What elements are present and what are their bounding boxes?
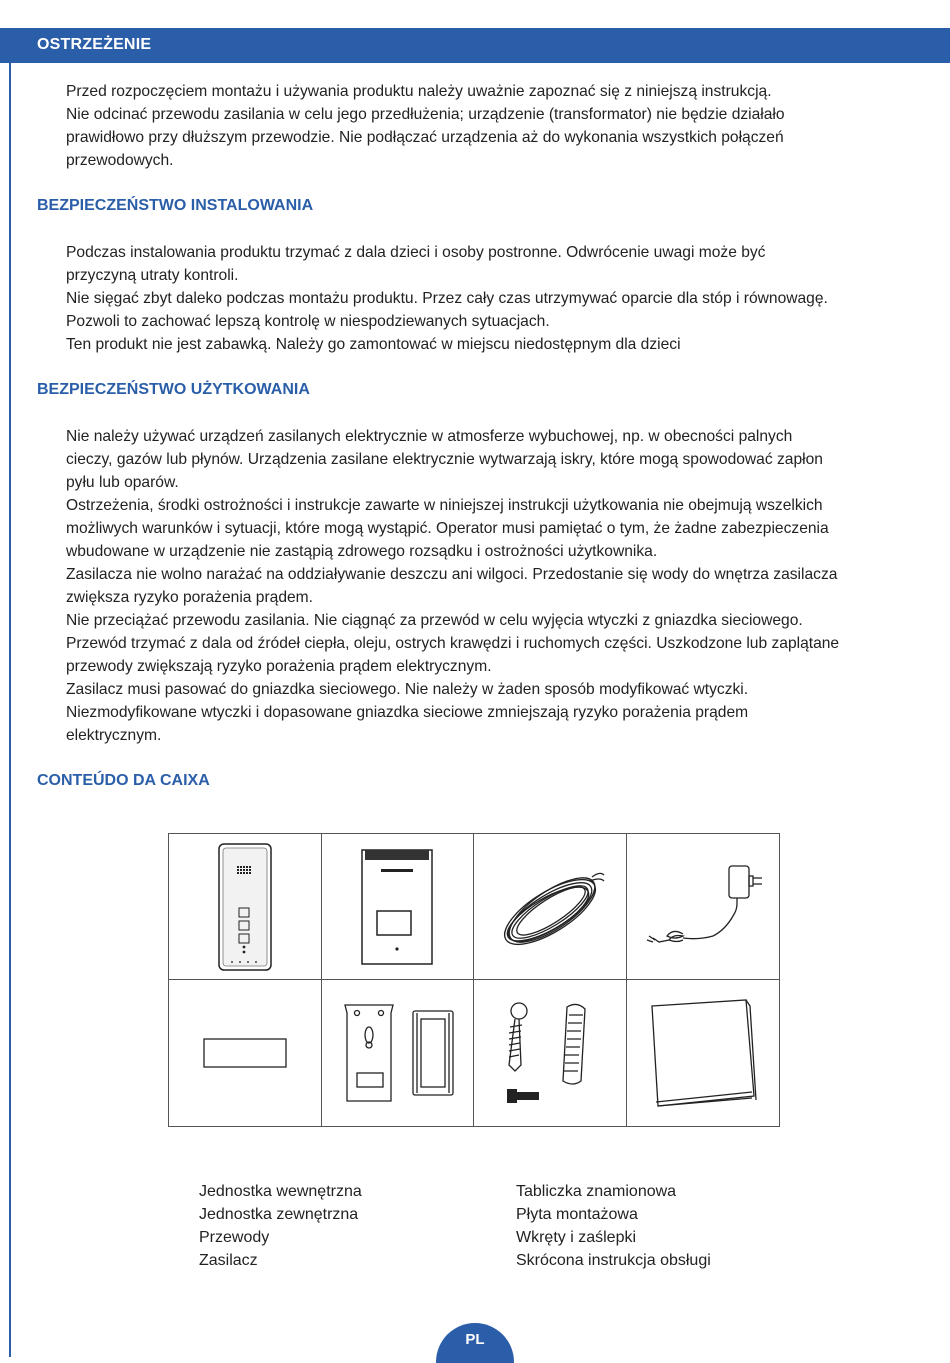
text-line: przewodowych.: [66, 152, 174, 169]
box-contents-grid: [168, 833, 780, 1127]
screws-plugs-icon: [495, 997, 605, 1109]
nameplate-icon: [203, 1038, 287, 1068]
mounting-plate-icon: [335, 1001, 459, 1105]
text-line: elektrycznym.: [66, 727, 162, 744]
cell-mounting-plate: [322, 980, 475, 1126]
text-line: Nie sięgać zbyt daleko podczas montażu produktu. Przez cały czas utrzymywać oparcie dla stóp i równowagę.: [66, 290, 828, 307]
list-item: Tabliczka znamionowa: [516, 1183, 677, 1200]
text-line: pyłu lub oparów.: [66, 474, 179, 491]
text-line: zwiększa ryzyko porażenia prądem.: [66, 589, 314, 606]
cell-quick-guide: [627, 980, 780, 1126]
text-line: Zasilacza nie wolno narażać na oddziaływanie deszczu ani wilgoci. Przedostanie się wody do wnętrza zasilacza: [66, 566, 838, 583]
text-line: wbudowane w urządzenie nie zastąpią zdrowego rozsądku i ostrożności użytkownika.: [66, 543, 658, 560]
text-line: Ostrzeżenia, środki ostrożności i instrukcje zawarte w niniejszej instrukcji użytkowania nie obejmują wszelkich: [66, 497, 823, 514]
list-item: Zasilacz: [199, 1252, 258, 1269]
text-line: Przed rozpoczęciem montażu i używania produktu należy uważnie zapoznać się z niniejszą instrukcją.: [66, 83, 772, 100]
cell-cables: [474, 834, 627, 980]
list-item: Przewody: [199, 1229, 270, 1246]
cell-nameplate: [169, 980, 322, 1126]
contents-list-left: [199, 1180, 362, 1272]
list-item: Skrócona instrukcja obsługi: [516, 1252, 711, 1269]
use-safety-paragraph: [66, 425, 916, 747]
warning-paragraph: [66, 80, 916, 172]
cell-power-adapter: [627, 834, 780, 980]
language-label: PL: [465, 1331, 485, 1348]
text-line: Nie przeciążać przewodu zasilania. Nie ciągnąć za przewód w celu wyjęcia wtyczki z gniazdka sieciowego.: [66, 612, 803, 629]
install-safety-paragraph: [66, 241, 916, 356]
use-safety-heading: BEZPIECZEŃSTWO UŻYTKOWANIA: [37, 381, 310, 398]
text-line: Nie odcinać przewodu zasilania w celu jego przedłużenia; urządzenie (transformator) nie będzie działało: [66, 106, 785, 123]
quick-guide-icon: [648, 996, 758, 1110]
text-line: Ten produkt nie jest zabawką. Należy go zamontować w miejscu niedostępnym dla dzieci: [66, 336, 681, 353]
power-adapter-icon: [641, 862, 765, 952]
text-line: przewody zwiększają ryzyko porażenia prądem elektrycznym.: [66, 658, 492, 675]
text-line: prawidłowo przy dłuższym przewodzie. Nie podłączać urządzenia aż do wykonania wszystkich połączeń: [66, 129, 784, 146]
text-line: Przewód trzymać z dala od źródeł ciepła, oleju, ostrych krawędzi i ruchomych części. Uszkodzone lub zaplątane: [66, 635, 840, 652]
text-line: cieczy, gazów lub płynów. Urządzenia zasilane elektrycznie wytwarzają iskry, które mogą spowodować zapłon: [66, 451, 823, 468]
cable-coil-icon: [490, 857, 610, 957]
contents-list-right: [516, 1180, 711, 1272]
warning-heading: OSTRZEŻENIE: [37, 36, 152, 53]
list-item: Wkręty i zaślepki: [516, 1229, 637, 1246]
text-line: Niezmodyfikowane wtyczki i dopasowane gniazdka sieciowe zmniejszają ryzyko porażenia prądem: [66, 704, 749, 721]
list-item: Jednostka zewnętrzna: [199, 1206, 359, 1223]
list-item: Jednostka wewnętrzna: [199, 1183, 362, 1200]
cell-indoor-unit: [169, 834, 322, 980]
install-safety-heading: BEZPIECZEŃSTWO INSTALOWANIA: [37, 197, 314, 214]
text-line: możliwych warunków i sytuacji, które mogą wystąpić. Operator musi pamiętać o tym, że żadne zabezpieczenia: [66, 520, 829, 537]
outdoor-unit-icon: [361, 849, 433, 965]
language-page-tab: [436, 1323, 514, 1363]
box-contents-heading: CONTEÚDO DA CAIXA: [37, 772, 210, 789]
cell-outdoor-unit: [322, 834, 475, 980]
cell-screws-plugs: [474, 980, 627, 1126]
list-item: Płyta montażowa: [516, 1206, 638, 1223]
text-line: Podczas instalowania produktu trzymać z dala dzieci i osoby postronne. Odwrócenie uwagi może być: [66, 244, 766, 261]
indoor-unit-icon: [215, 842, 275, 972]
text-line: przyczyną utraty kontroli.: [66, 267, 239, 284]
text-line: Zasilacz musi pasować do gniazdka sieciowego. Nie należy w żaden sposób modyfikować wtyczki.: [66, 681, 749, 698]
left-margin-rule: [9, 54, 11, 1357]
text-line: Pozwoli to zachować lepszą kontrolę w niespodziewanych sytuacjach.: [66, 313, 550, 330]
text-line: Nie należy używać urządzeń zasilanych elektrycznie w atmosferze wybuchowej, np. w obecności palnych: [66, 428, 793, 445]
